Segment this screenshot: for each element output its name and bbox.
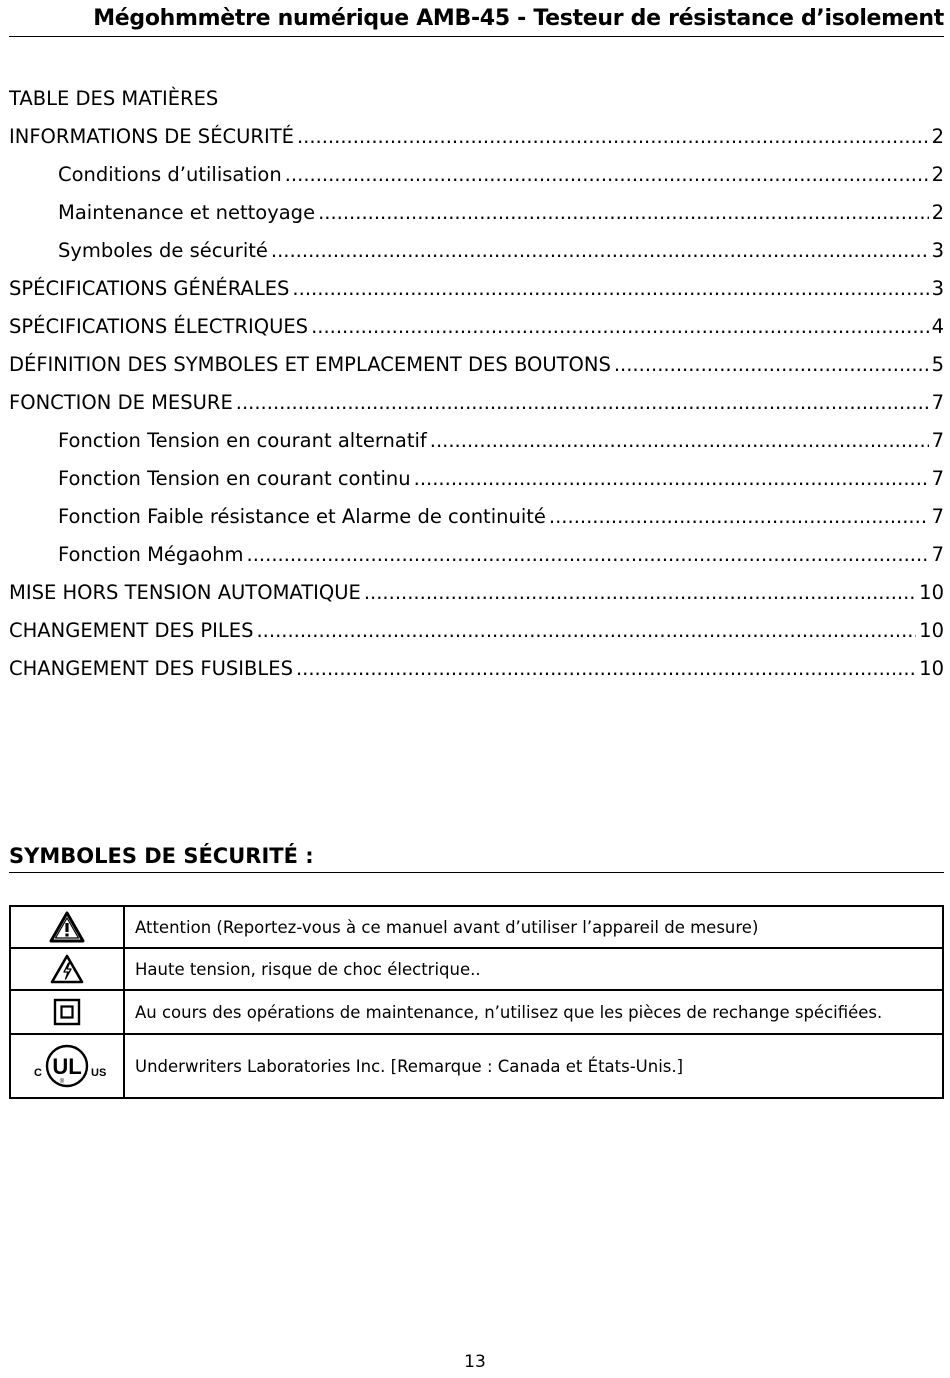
toc-leader xyxy=(236,384,929,422)
toc-entry[interactable] xyxy=(9,232,944,270)
toc-leader xyxy=(549,498,929,536)
toc-entry[interactable] xyxy=(9,384,944,422)
toc-entry-title: Maintenance et nettoyage xyxy=(58,201,316,224)
toc-entry-page: 3 xyxy=(931,277,944,300)
toc-entry[interactable] xyxy=(9,536,944,574)
toc-leader xyxy=(364,574,916,612)
toc-entry-title: Fonction Faible résistance et Alarme de continuité xyxy=(58,505,546,528)
page-number: 13 xyxy=(464,1352,486,1372)
symbol-description: Underwriters Laboratories Inc. [Remarque : Canada et États-Unis.] xyxy=(124,1034,943,1098)
toc-entry-page: 2 xyxy=(931,163,944,186)
toc-leader xyxy=(430,422,929,460)
symbol-cell xyxy=(10,1034,124,1098)
toc-entry[interactable] xyxy=(9,156,944,194)
toc-entry[interactable] xyxy=(9,498,944,536)
toc-entry-title: Conditions d’utilisation xyxy=(58,163,282,186)
page-header xyxy=(9,4,944,37)
table-row xyxy=(10,990,943,1034)
toc-leader xyxy=(311,308,929,346)
table-row xyxy=(10,906,943,948)
ul-listed-icon xyxy=(27,1043,107,1089)
symbol-cell xyxy=(10,948,124,990)
safety-symbols-heading xyxy=(9,840,944,873)
toc-leader xyxy=(414,460,929,498)
high-voltage-triangle-icon xyxy=(50,954,84,984)
document-title: Mégohmmètre numérique AMB-45 - Testeur de résistance d’isolement xyxy=(93,6,944,31)
toc-entry-title: Symboles de sécurité xyxy=(58,239,268,262)
toc-entry[interactable] xyxy=(9,422,944,460)
toc-leader xyxy=(256,612,916,650)
caution-triangle-icon xyxy=(49,911,85,943)
toc-entry-title: Fonction Tension en courant continu xyxy=(58,467,411,490)
toc-entry[interactable] xyxy=(9,612,944,650)
toc-entry-page: 10 xyxy=(919,619,944,642)
toc-entry-title: INFORMATIONS DE SÉCURITÉ xyxy=(9,125,294,148)
section-title: SYMBOLES DE SÉCURITÉ : xyxy=(9,844,314,868)
toc-heading: TABLE DES MATIÈRES xyxy=(9,87,219,110)
toc-entry-page: 4 xyxy=(931,315,944,338)
toc-leader xyxy=(297,118,929,156)
toc-entry-title: FONCTION DE MESURE xyxy=(9,391,233,414)
toc-entry-page: 10 xyxy=(919,657,944,680)
toc-entry-page: 7 xyxy=(931,467,944,490)
toc-entry[interactable] xyxy=(9,118,944,156)
ul-mark-left: C xyxy=(34,1067,42,1079)
toc-entry[interactable] xyxy=(9,270,944,308)
ul-mark-center: UL xyxy=(52,1054,82,1079)
ul-mark-registered: ® xyxy=(59,1079,65,1085)
toc-leader xyxy=(285,156,929,194)
toc-entry-title: CHANGEMENT DES PILES xyxy=(9,619,254,642)
toc-entry-title: Fonction Mégaohm xyxy=(58,543,244,566)
toc-entry-title: SPÉCIFICATIONS ÉLECTRIQUES xyxy=(9,315,309,338)
ul-mark-right: US xyxy=(91,1067,107,1079)
toc-entry-page: 7 xyxy=(931,543,944,566)
toc-entry-title: Fonction Tension en courant alternatif xyxy=(58,429,427,452)
toc-entry[interactable] xyxy=(9,346,944,384)
toc-entry-page: 5 xyxy=(931,353,944,376)
toc-leader xyxy=(296,650,916,688)
toc-entry[interactable] xyxy=(9,460,944,498)
symbol-description: Attention (Reportez-vous à ce manuel avant d’utiliser l’appareil de mesure) xyxy=(124,906,943,948)
toc-entry-page: 10 xyxy=(919,581,944,604)
toc-entry-page: 2 xyxy=(931,125,944,148)
table-row xyxy=(10,948,943,990)
toc-entry[interactable] xyxy=(9,194,944,232)
table-row xyxy=(10,1034,943,1098)
toc-leader xyxy=(247,536,929,574)
toc-entry-page: 7 xyxy=(931,429,944,452)
toc-entry-page: 2 xyxy=(931,201,944,224)
table-of-contents xyxy=(9,80,944,688)
safety-symbols-table xyxy=(9,905,944,1099)
toc-leader xyxy=(318,194,929,232)
symbol-cell xyxy=(10,990,124,1034)
toc-entry[interactable] xyxy=(9,308,944,346)
symbol-cell xyxy=(10,906,124,948)
double-insulation-icon xyxy=(53,998,81,1026)
toc-entry-title: MISE HORS TENSION AUTOMATIQUE xyxy=(9,581,361,604)
toc-entry-title: SPÉCIFICATIONS GÉNÉRALES xyxy=(9,277,290,300)
symbol-description: Au cours des opérations de maintenance, n’utilisez que les pièces de rechange spécifiées. xyxy=(124,990,943,1034)
toc-leader xyxy=(271,232,929,270)
toc-entry-page: 3 xyxy=(931,239,944,262)
symbol-description: Haute tension, risque de choc électrique.. xyxy=(124,948,943,990)
toc-entry[interactable] xyxy=(9,574,944,612)
toc-leader xyxy=(292,270,928,308)
toc-entry-page: 7 xyxy=(931,391,944,414)
toc-leader xyxy=(614,346,929,384)
toc-entry-title: CHANGEMENT DES FUSIBLES xyxy=(9,657,293,680)
toc-entry[interactable] xyxy=(9,650,944,688)
toc-entry-page: 7 xyxy=(931,505,944,528)
toc-entry-title: DÉFINITION DES SYMBOLES ET EMPLACEMENT DES BOUTONS xyxy=(9,353,611,376)
